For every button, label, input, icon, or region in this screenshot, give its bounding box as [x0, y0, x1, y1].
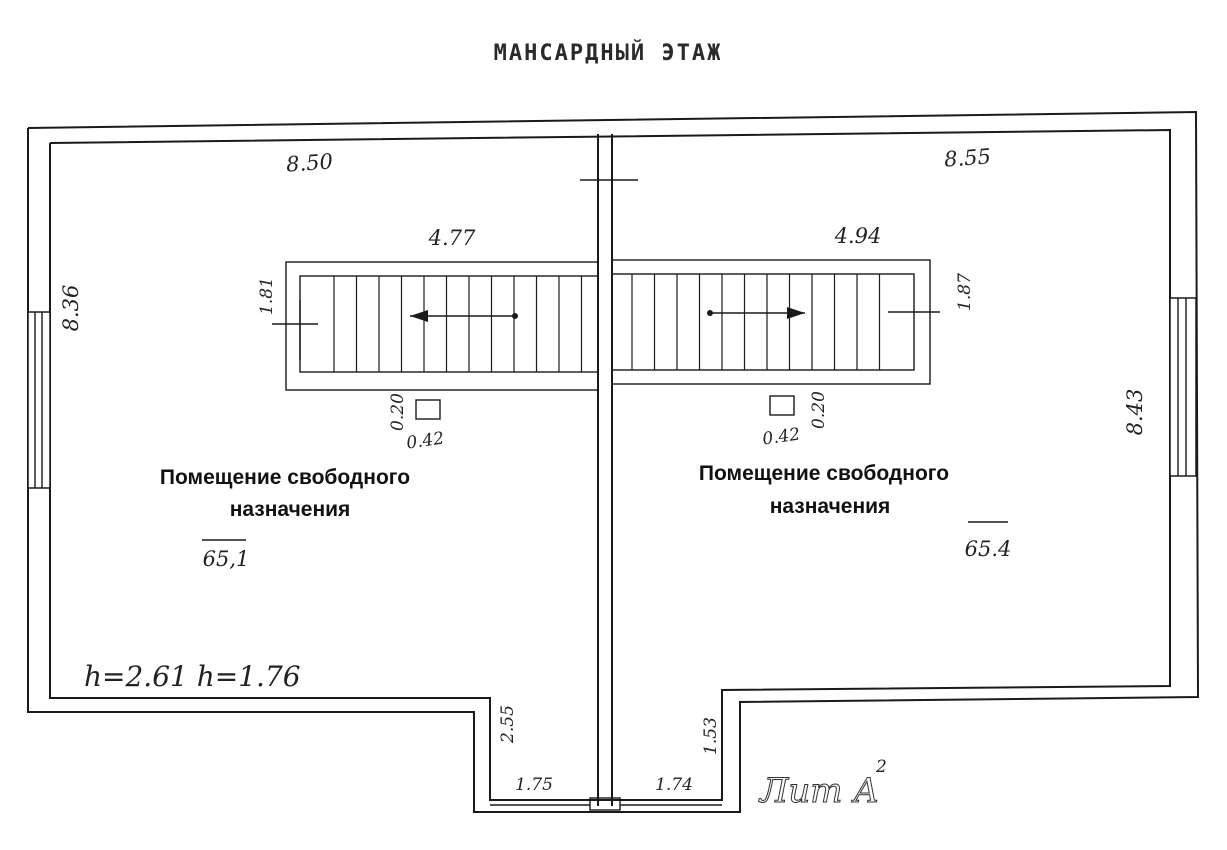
right-room-label-line1: Помещение свободного	[698, 462, 950, 485]
right-stair-width-dim: 1.87	[955, 273, 975, 311]
right-vent-shaft	[770, 396, 794, 415]
left-vent-h: 0.42	[405, 428, 446, 454]
right-room-label-line2: назначения	[769, 495, 891, 518]
left-staircase	[272, 262, 598, 390]
right-window	[1170, 298, 1196, 476]
right-stair-treads	[632, 274, 880, 370]
left-vent-w: 0.20	[388, 393, 408, 431]
left-room-label-line2: назначения	[229, 498, 351, 521]
plan-title: МАНСАРДНЫЙ ЭТАЖ	[493, 41, 723, 66]
left-stair-treads	[334, 276, 582, 372]
left-depth-dim: 8.36	[59, 284, 83, 332]
notch-right-depth: 1.53	[701, 717, 721, 755]
left-stair-length-dim: 4.77	[428, 226, 476, 250]
left-stair-width-dim: 1.81	[257, 277, 277, 315]
left-vent-shaft	[416, 400, 440, 419]
notch-right-width: 1.74	[655, 775, 693, 795]
notch-left-width: 1.75	[515, 775, 553, 795]
lit-label: Лит А	[760, 771, 880, 811]
party-wall	[580, 134, 638, 806]
left-width-dim: 8.50	[285, 149, 334, 177]
right-width-dim: 8.55	[943, 144, 992, 172]
left-window	[28, 312, 50, 488]
right-room-area: 65.4	[964, 537, 1012, 561]
left-room-label-line1: Помещение свободного	[159, 466, 411, 489]
left-room-area: 65,1	[202, 547, 250, 571]
right-vent-w: 0.20	[809, 391, 829, 429]
right-vent-h: 0.42	[761, 424, 802, 450]
right-depth-dim: 8.43	[1123, 388, 1147, 436]
right-stair-length-dim: 4.94	[834, 224, 882, 248]
notch-left-depth: 2.55	[498, 705, 518, 743]
lit-superscript: 2	[876, 757, 887, 777]
right-staircase	[612, 260, 940, 384]
ceiling-heights: h=2.61 h=1.76	[84, 660, 301, 693]
